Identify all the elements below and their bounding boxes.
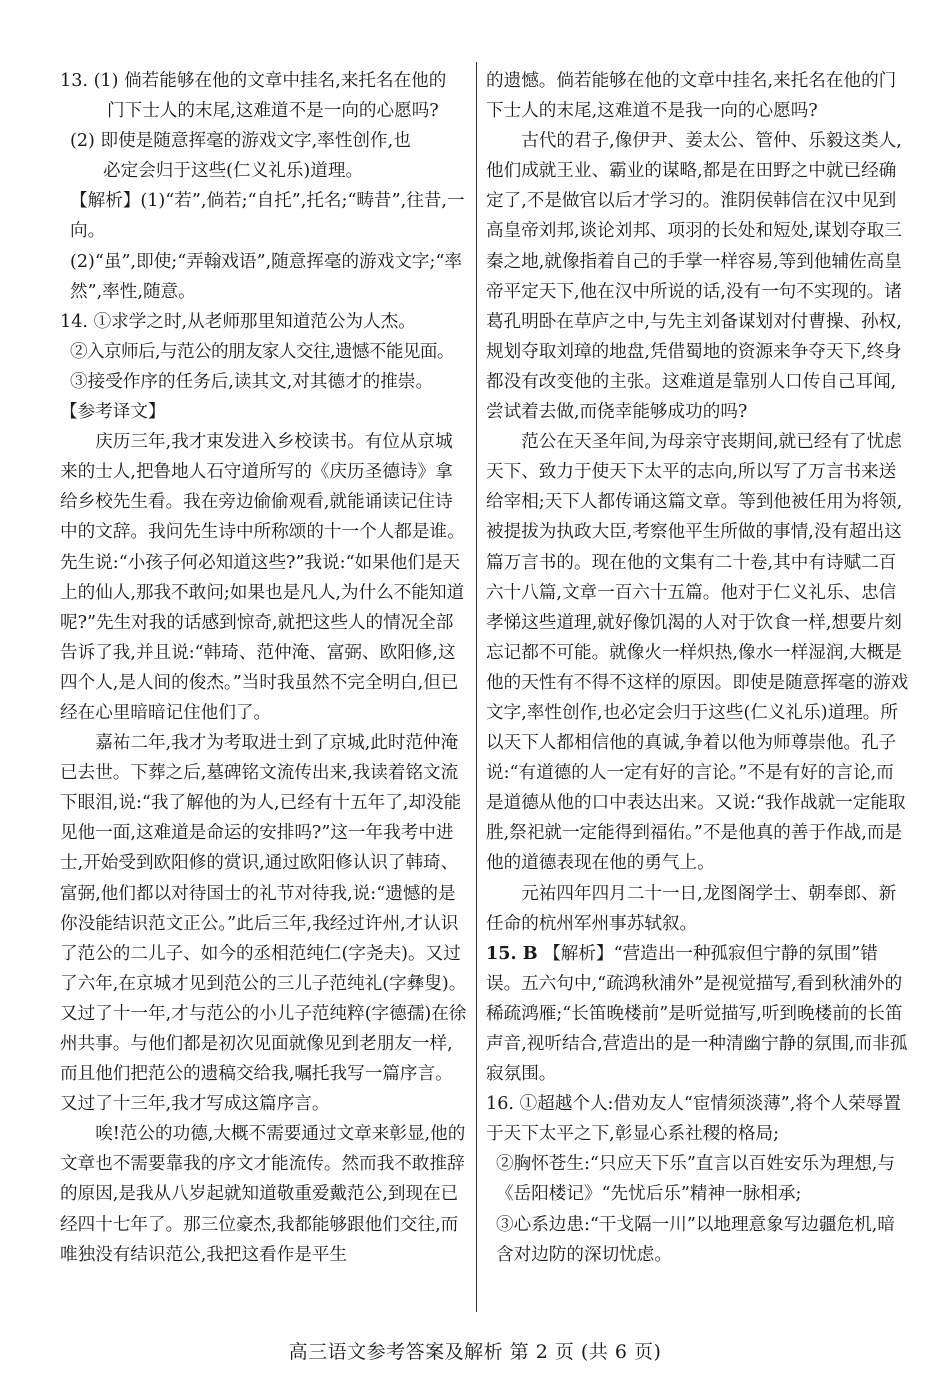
- q16-point-2: ②胸怀苍生:“只应天下乐”直言以百姓安乐为理想,与《岳阳楼记》“先忧后乐”精神一脉相承;: [496, 1154, 895, 1205]
- q15-number: 15. B: [486, 942, 538, 964]
- q13-analysis-1: 【解析】(1)“若”,倘若;“自托”,托名;“畴昔”,往昔,一向。: [70, 191, 465, 242]
- right-column: [486, 66, 910, 1270]
- q13-1-line2: 门下士人的末尾,这难道不是一向的心愿吗?: [107, 101, 439, 122]
- translation-title: 【参考译文】: [60, 402, 166, 423]
- q14-line2: ②入京师后,与范公的朋友家人交往,遗憾不能见面。: [70, 341, 454, 362]
- left-column: [60, 66, 468, 1270]
- q14-line3: ③接受作序的任务后,读其文,对其德才的推崇。: [70, 371, 434, 392]
- translation-para-4: 古代的君子,像伊尹、姜太公、管仲、乐毅这类人,他们成就王业、霸业的谋略,都是在田野之中就已经确定了,不是做官以后才学习的。淮阴侯韩信在汉中见到高皇帝刘邦,谈论刘邦、项羽的长处和短处,谋划夺取三秦之地,就像指着自己的手掌一样容易,等到他辅佐高皇帝平定天下,他在汉中所说的话,没有一句不实现的。诸葛孔明卧在草庐之中,与先主刘备谋划对付曹操、孙权,规划夺取刘璋的地盘,凭借蜀地的资源来争夺天下,终身都没有改变他的主张。这难道是靠别人口传自己耳闻,尝试着去做,而侥幸能够成功的吗?: [486, 131, 902, 423]
- page-footer: 高三语文参考答案及解析 第 2 页 (共 6 页): [288, 1341, 662, 1363]
- q13-2-line2: 必定会归于这些(仁义礼乐)道理。: [103, 161, 364, 182]
- q15-analysis: 【解析】“营造出一种孤寂但宁静的氛围”错误。五六句中,“疏鸿秋浦外”是视觉描写,看到秋浦外的稀疏鸿雁;“长笛晚楼前”是听觉描写,听到晚楼前的长笛声音,视听结合,营造出的是一种清幽宁静的氛围,而非孤寂氛围。: [486, 943, 908, 1085]
- q16-point-3: ③心系边患:“干戈隔一川”以地理意象写边疆危机,暗含对边防的深切忧虑。: [496, 1214, 895, 1265]
- translation-para-2: 嘉祐二年,我才为考取进士到了京城,此时范仲淹已去世。下葬之后,墓碑铭文流传出来,我读着铭文流下眼泪,说:“我了解他的为人,已经有十五年了,却没能见他一面,这难道是命运的安排吗?”这一年我考中进士,开始受到欧阳修的赏识,通过欧阳修认识了韩琦、富弼,他们都以对待国士的礼节对待我,说:“遗憾的是你没能结识范文正公。”此后三年,我经过许州,才认识了范公的二儿子、如今的丞相范纯仁(字尧夫)。又过了六年,在京城才见到范公的三儿子范纯礼(字彝叟)。又过了十一年,才与范公的小儿子范纯粹(字德孺)在徐州共事。与他们都是初次见面就像见到老朋友一样,而且他们把范公的遗稿交给我,嘱托我写一篇序言。又过了十三年,我才写成这篇序言。: [60, 733, 467, 1115]
- translation-para-3: 唉!范公的功德,大概不需要通过文章来彰显,他的文章也不需要靠我的序文才能流传。然而我不敢推辞的原因,是我从八岁起就知道敬重爱戴范公,到现在已经四十七年了。那三位豪杰,我都能够跟他们交往,而唯独没有结识范公,我把这看作是平生: [60, 1124, 466, 1265]
- q14-line1: 14. ①求学之时,从老师那里知道范公为人杰。: [60, 311, 416, 332]
- translation-para-5: 范公在天圣年间,为母亲守丧期间,就已经有了忧虑天下、致力于使天下太平的志向,所以写了万言书来送给宰相;天下人都传诵这篇文章。等到他被任用为将领,被提拔为执政大臣,考察他平生所做的事情,没有超出这篇万言书的。现在他的文集有二十卷,其中有诗赋二百六十八篇,文章一百六十五篇。他对于仁义礼乐、忠信孝悌这些道理,就好像饥渴的人对于饮食一样,想要片刻忘记都不可能。就像火一样炽热,像水一样湿润,大概是他的天性有不得不这样的原因。即使是随意挥毫的游戏文字,率性创作,也必定会归于这些(仁义礼乐)道理。所以天下人都相信他的真诚,争着以他为师尊崇他。孔子说:“有道德的人一定有好的言论。”不是有好的言论,而是道德从他的口中表达出来。又说:“我作战就一定能取胜,祭祀就一定能得到福佑。”不是他真的善于作战,而是他的道德表现在他的勇气上。: [486, 432, 909, 874]
- translation-para-6: 元祐四年四月二十一日,龙图阁学士、朝奉郎、新任命的杭州军州事苏轼叙。: [486, 883, 897, 934]
- column-divider: [476, 62, 477, 1312]
- translation-para-3-cont: 的遗憾。倘若能够在他的文章中挂名,来托名在他的门下士人的末尾,这难道不是我一向的心愿吗?: [486, 71, 897, 122]
- q16-point-1: 16. ①超越个人:借劝友人“宦情须淡薄”,将个人荣辱置于天下太平之下,彰显心系社稷的格局;: [486, 1094, 901, 1145]
- q15-answer: [486, 939, 910, 1089]
- q13-1-line1: 13. (1) 倘若能够在他的文章中挂名,来托名在他的: [60, 71, 447, 91]
- q13-analysis-2: (2)“虽”,即使;“弄翰戏语”,随意挥毫的游戏文字;“率然”,率性,随意。: [70, 251, 463, 302]
- translation-para-1: 庆历三年,我才束发进入乡校读书。有位从京城来的士人,把鲁地人石守道所写的《庆历圣德诗》拿给乡校先生看。我在旁边偷偷观看,就能诵读记住诗中的文辞。我问先生诗中所称颂的十一个人都是谁。先生说:“小孩子何必知道这些?”我说:“如果他们是天上的仙人,那我不敢问;如果也是凡人,为什么不能知道呢?”先生对我的话感到惊奇,就把这些人的情况全部告诉了我,并且说:“韩琦、范仲淹、富弼、欧阳修,这四个人,是人间的俊杰。”当时我虽然不完全明白,但已经在心里暗暗记住他们了。: [60, 432, 465, 723]
- q13-2-line1: (2) 即使是随意挥毫的游戏文字,率性创作,也: [70, 131, 411, 152]
